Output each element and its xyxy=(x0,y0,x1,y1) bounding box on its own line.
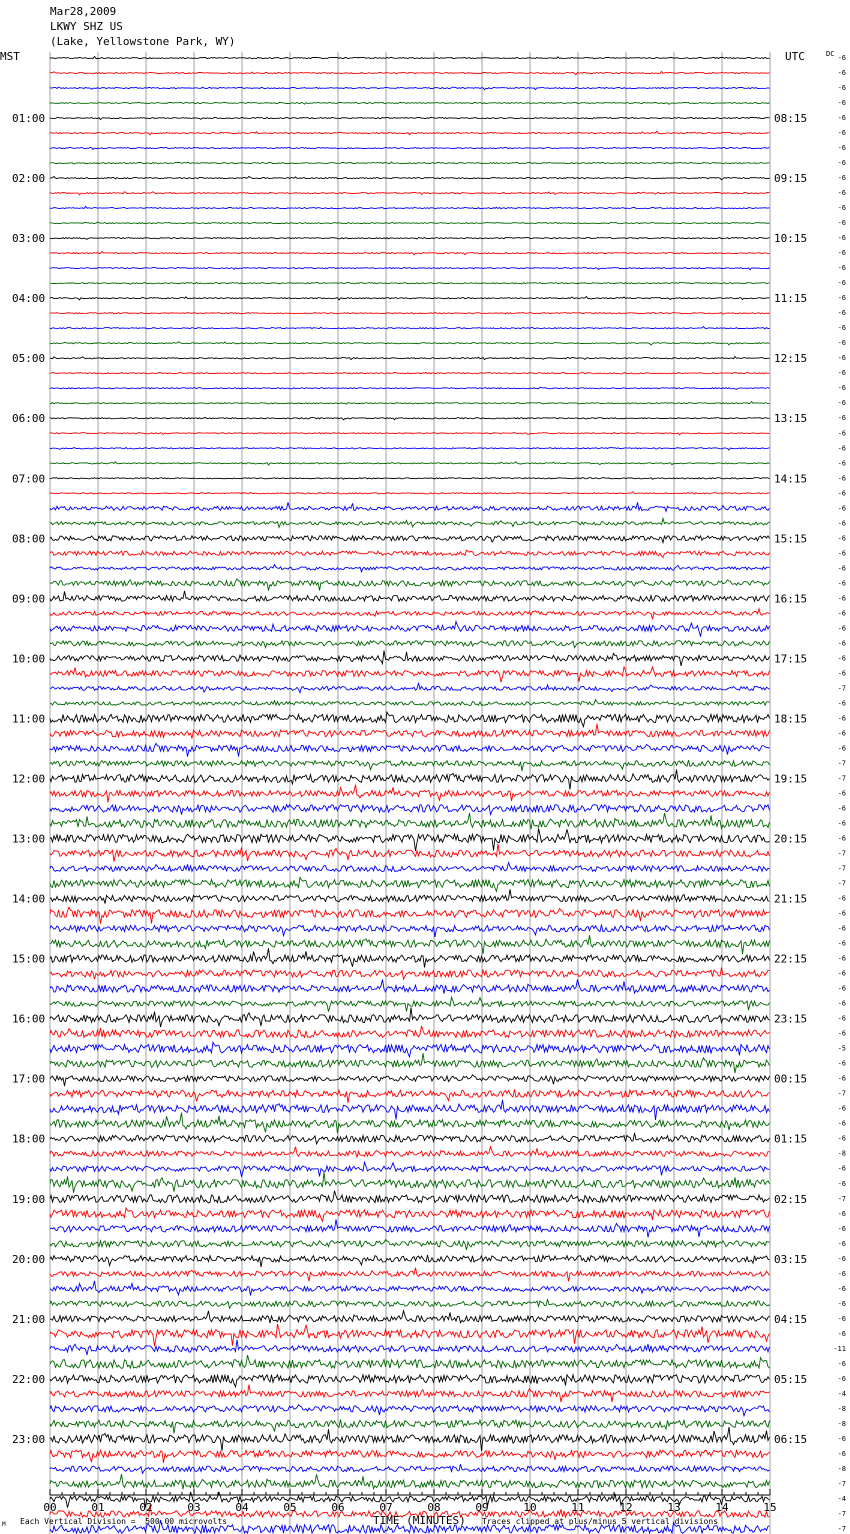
dc-offset-label: -6 xyxy=(837,609,846,618)
dc-offset-label: -8 xyxy=(837,1419,846,1428)
x-tick-label: 13 xyxy=(667,1501,681,1514)
trace-line xyxy=(50,267,770,269)
dc-offset-label: -6 xyxy=(837,339,846,348)
dc-offset-label: -6 xyxy=(837,804,846,813)
right-hour-label: 20:15 xyxy=(774,832,808,846)
dc-offset-label: -6 xyxy=(837,729,846,738)
right-hour-label: 08:15 xyxy=(774,112,808,126)
x-tick-label: 10 xyxy=(523,1501,537,1514)
dc-offset-label: -6 xyxy=(837,624,846,633)
dc-offset-label: -6 xyxy=(837,954,846,963)
x-tick-label: 11 xyxy=(571,1501,585,1514)
dc-offset-label: -6 xyxy=(837,564,846,573)
dc-offset-label: -6 xyxy=(837,459,846,468)
right-hour-label: 14:15 xyxy=(774,472,808,486)
x-tick-label: 09 xyxy=(475,1501,489,1514)
trace-line xyxy=(50,968,770,980)
right-hour-label: 22:15 xyxy=(774,952,808,966)
trace-line xyxy=(50,641,770,648)
x-tick-label: 14 xyxy=(715,1501,729,1514)
trace-line xyxy=(50,518,770,527)
trace-line xyxy=(50,1219,770,1237)
dc-offset-label: -6 xyxy=(837,114,846,123)
dc-offset-label: -7 xyxy=(837,1509,846,1518)
dc-offset-label: -6 xyxy=(837,939,846,948)
dc-offset-label: -6 xyxy=(837,1299,846,1308)
dc-offset-labels xyxy=(833,54,846,1534)
trace-line xyxy=(50,1162,770,1177)
trace-line xyxy=(50,327,770,329)
dc-offset-label: -6 xyxy=(837,1449,846,1458)
dc-offset-label: -6 xyxy=(837,429,846,438)
dc-offset-label: -6 xyxy=(837,1059,846,1068)
right-hour-label: 11:15 xyxy=(774,292,808,306)
dc-offset-label: -6 xyxy=(837,129,846,138)
dc-offset-label: -6 xyxy=(837,219,846,228)
right-hour-label: 10:15 xyxy=(774,232,808,246)
right-hour-label: 05:15 xyxy=(774,1372,808,1386)
trace-line xyxy=(50,935,770,954)
trace-line xyxy=(50,1311,770,1323)
dc-offset-label: -6 xyxy=(837,984,846,993)
trace-line xyxy=(50,743,770,756)
trace-line xyxy=(50,222,770,224)
dc-offset-label: -6 xyxy=(837,159,846,168)
left-hour-label: 17:00 xyxy=(12,1072,46,1086)
left-zone-label: MST xyxy=(0,50,20,63)
dc-offset-label: -6 xyxy=(837,834,846,843)
x-tick-label: 05 xyxy=(283,1501,297,1514)
dc-offset-label: -6 xyxy=(837,99,846,108)
left-hour-label: 21:00 xyxy=(12,1312,46,1326)
dc-offset-label: -6 xyxy=(837,549,846,558)
trace-line xyxy=(50,502,770,511)
right-hour-labels xyxy=(774,112,807,1446)
trace-line xyxy=(50,1133,770,1144)
dc-offset-label: -6 xyxy=(837,699,846,708)
left-hour-label: 23:00 xyxy=(12,1432,46,1446)
left-hour-label: 08:00 xyxy=(12,532,46,546)
dc-offset-label: -6 xyxy=(837,1284,846,1293)
left-hour-label: 04:00 xyxy=(12,292,46,306)
dc-offset-label: -6 xyxy=(837,1179,846,1188)
left-hour-label: 15:00 xyxy=(12,952,46,966)
trace-line xyxy=(50,1281,770,1296)
dc-label: DC xyxy=(826,50,835,58)
dc-offset-label: -6 xyxy=(837,519,846,528)
trace-line xyxy=(50,591,770,601)
trace-line xyxy=(50,402,770,405)
dc-offset-label: -6 xyxy=(837,264,846,273)
dc-offset-label: -8 xyxy=(837,1149,846,1158)
dc-offset-label: -7 xyxy=(837,1194,846,1203)
x-tick-label: 02 xyxy=(139,1501,153,1514)
dc-offset-label: -6 xyxy=(837,414,846,423)
dc-offset-label: -6 xyxy=(837,234,846,243)
left-hour-label: 01:00 xyxy=(12,112,46,126)
trace-line xyxy=(50,282,770,284)
trace-line xyxy=(50,238,770,240)
dc-offset-label: -6 xyxy=(837,309,846,318)
trace-line xyxy=(50,1355,770,1368)
dc-offset-label: -6 xyxy=(837,1269,846,1278)
trace-line xyxy=(50,1007,770,1027)
trace-line xyxy=(50,492,770,494)
dc-offset-label: -6 xyxy=(837,819,846,828)
x-tick-label: 01 xyxy=(91,1501,105,1514)
dc-offset-label: -6 xyxy=(837,354,846,363)
x-tick-label: 08 xyxy=(427,1501,441,1514)
trace-line xyxy=(50,1100,770,1120)
dc-offset-label: -6 xyxy=(837,369,846,378)
trace-line xyxy=(50,1464,770,1473)
trace-line xyxy=(50,536,770,543)
dc-offset-label: -7 xyxy=(837,684,846,693)
trace-rows xyxy=(50,57,770,1534)
dc-offset-label: -7 xyxy=(837,864,846,873)
dc-offset-label: -6 xyxy=(837,909,846,918)
right-zone-label: UTC xyxy=(785,50,805,63)
dc-offset-label: -6 xyxy=(837,579,846,588)
dc-offset-label: -6 xyxy=(837,1029,846,1038)
x-tick-label: 15 xyxy=(763,1501,777,1514)
left-hour-label: 09:00 xyxy=(12,592,46,606)
trace-line xyxy=(50,1324,770,1346)
left-hour-label: 16:00 xyxy=(12,1012,46,1026)
trace-line xyxy=(50,1340,770,1355)
trace-line xyxy=(50,1075,770,1086)
trace-line xyxy=(50,666,770,682)
x-tick-label: 07 xyxy=(379,1501,393,1514)
trace-line xyxy=(50,1427,770,1451)
dc-offset-label: -6 xyxy=(837,1329,846,1338)
right-hour-label: 17:15 xyxy=(774,652,808,666)
left-hour-label: 19:00 xyxy=(12,1192,46,1206)
trace-line xyxy=(50,372,770,374)
left-hour-label: 06:00 xyxy=(12,412,46,426)
x-axis-label: TIME (MINUTES) xyxy=(373,1514,466,1527)
header-date: Mar28,2009 xyxy=(50,5,117,18)
left-hour-label: 03:00 xyxy=(12,232,46,246)
dc-offset-label: -6 xyxy=(837,489,846,498)
right-hour-label: 01:15 xyxy=(774,1132,808,1146)
dc-offset-label: -6 xyxy=(837,639,846,648)
dc-offset-label: -6 xyxy=(837,1074,846,1083)
trace-line xyxy=(50,1042,770,1057)
dc-offset-label: -6 xyxy=(837,594,846,603)
trace-line xyxy=(50,948,770,967)
dc-offset-label: -6 xyxy=(837,279,846,288)
left-hour-label: 07:00 xyxy=(12,472,46,486)
trace-line xyxy=(50,162,770,164)
header-location: (Lake, Yellowstone Park, WY) xyxy=(50,35,236,48)
clip-note: Traces clipped at plus/minus 5 vertical divisions xyxy=(482,1517,719,1526)
dc-offset-label: -6 xyxy=(837,1374,846,1383)
left-hour-label: 20:00 xyxy=(12,1252,46,1266)
right-hour-label: 21:15 xyxy=(774,892,808,906)
right-hour-label: 06:15 xyxy=(774,1432,808,1446)
trace-line xyxy=(50,609,770,619)
trace-line xyxy=(50,1385,770,1403)
dc-offset-label: -6 xyxy=(837,1119,846,1128)
right-hour-label: 02:15 xyxy=(774,1192,808,1206)
x-tick-label: 04 xyxy=(235,1501,249,1514)
trace-line xyxy=(50,1191,770,1203)
trace-line xyxy=(50,1240,770,1250)
trace-line xyxy=(50,565,770,572)
trace-line xyxy=(50,770,770,790)
trace-line xyxy=(50,622,770,637)
left-hour-label: 11:00 xyxy=(12,712,46,726)
trace-line xyxy=(50,297,770,300)
trace-line xyxy=(50,1255,770,1267)
trace-line xyxy=(50,1474,770,1489)
dc-offset-label: -7 xyxy=(837,1524,846,1533)
trace-line xyxy=(50,805,770,815)
trace-line xyxy=(50,448,770,451)
x-tick-label: 03 xyxy=(187,1501,201,1514)
dc-offset-label: -6 xyxy=(837,204,846,213)
trace-line xyxy=(50,131,770,135)
trace-line xyxy=(50,813,770,829)
dc-offset-label: -6 xyxy=(837,714,846,723)
right-hour-label: 09:15 xyxy=(774,172,808,186)
dc-offset-label: -6 xyxy=(837,84,846,93)
left-hour-label: 13:00 xyxy=(12,832,46,846)
trace-line xyxy=(50,712,770,726)
trace-line xyxy=(50,192,770,195)
dc-offset-label: -6 xyxy=(837,189,846,198)
right-hour-label: 13:15 xyxy=(774,412,808,426)
trace-line xyxy=(50,87,770,90)
dc-offset-label: -6 xyxy=(837,654,846,663)
trace-line xyxy=(50,828,770,851)
dc-offset-label: -6 xyxy=(837,789,846,798)
trace-line xyxy=(50,177,770,180)
dc-offset-label: -6 xyxy=(837,399,846,408)
dc-offset-label: -7 xyxy=(837,1089,846,1098)
right-hour-label: 03:15 xyxy=(774,1252,808,1266)
dc-offset-label: -7 xyxy=(837,849,846,858)
right-hour-label: 19:15 xyxy=(774,772,808,786)
dc-offset-label: -6 xyxy=(837,69,846,78)
dc-offset-label: -6 xyxy=(837,894,846,903)
trace-line xyxy=(50,417,770,420)
trace-line xyxy=(50,1420,770,1434)
trace-line xyxy=(50,878,770,892)
dc-offset-label: -6 xyxy=(837,1209,846,1218)
right-hour-label: 18:15 xyxy=(774,712,808,726)
dc-offset-label: -6 xyxy=(837,999,846,1008)
trace-line xyxy=(50,889,770,903)
trace-line xyxy=(50,760,770,771)
trace-line xyxy=(50,700,770,706)
trace-line xyxy=(50,550,770,557)
trace-line xyxy=(50,650,770,666)
trace-line xyxy=(50,925,770,938)
trace-line xyxy=(50,785,770,803)
dc-offset-label: -6 xyxy=(837,1104,846,1113)
dc-offset-label: -6 xyxy=(837,504,846,513)
x-axis xyxy=(43,1489,776,1514)
trace-line xyxy=(50,148,770,150)
trace-line xyxy=(50,1375,770,1387)
dc-offset-label: -6 xyxy=(837,1014,846,1023)
x-tick-label: 12 xyxy=(619,1501,633,1514)
dc-offset-label: -7 xyxy=(837,759,846,768)
left-hour-label: 10:00 xyxy=(12,652,46,666)
trace-line xyxy=(50,1113,770,1134)
left-hour-label: 02:00 xyxy=(12,172,46,186)
dc-offset-label: -6 xyxy=(837,969,846,978)
trace-line xyxy=(50,1268,770,1282)
dc-offset-label: -6 xyxy=(837,444,846,453)
trace-line xyxy=(50,206,770,208)
dc-offset-label: -5 xyxy=(837,1044,846,1053)
trace-line xyxy=(50,433,770,435)
trace-line xyxy=(50,863,770,872)
dc-offset-label: -6 xyxy=(837,54,846,62)
left-hour-label: 12:00 xyxy=(12,772,46,786)
trace-line xyxy=(50,1299,770,1308)
dc-offset-label: -6 xyxy=(837,669,846,678)
trace-line xyxy=(50,387,770,389)
dc-offset-label: -6 xyxy=(837,534,846,543)
trace-line xyxy=(50,1026,770,1038)
trace-line xyxy=(50,1450,770,1463)
left-hour-label: 14:00 xyxy=(12,892,46,906)
dc-offset-label: -6 xyxy=(837,924,846,933)
left-hour-label: 22:00 xyxy=(12,1372,46,1386)
trace-line xyxy=(50,1089,770,1103)
left-hour-label: 18:00 xyxy=(12,1132,46,1146)
dc-offset-label: -6 xyxy=(837,249,846,258)
trace-line xyxy=(50,342,770,345)
dc-offset-label: -6 xyxy=(837,1254,846,1263)
trace-line xyxy=(50,357,770,360)
dc-offset-label: -6 xyxy=(837,1239,846,1248)
x-tick-label: 00 xyxy=(43,1501,57,1514)
dc-offset-label: -6 xyxy=(837,1164,846,1173)
scale-note: Each Vertical Division = 500.00 microvolts xyxy=(20,1517,228,1526)
trace-line xyxy=(50,478,770,480)
dc-offset-label: -6 xyxy=(837,384,846,393)
dc-offset-label: -6 xyxy=(837,1359,846,1368)
dc-offset-label: -6 xyxy=(837,1434,846,1443)
trace-line xyxy=(50,1147,770,1158)
dc-offset-label: -7 xyxy=(837,1479,846,1488)
trace-line xyxy=(50,313,770,315)
right-hour-label: 04:15 xyxy=(774,1312,808,1326)
trace-line xyxy=(50,844,770,862)
trace-line xyxy=(50,462,770,465)
dc-offset-label: -11 xyxy=(833,1344,846,1353)
dc-offset-label: -4 xyxy=(837,1389,846,1398)
corner-mark: M xyxy=(2,1521,6,1528)
trace-line xyxy=(50,1405,770,1416)
right-hour-label: 15:15 xyxy=(774,532,808,546)
trace-line xyxy=(50,117,770,119)
dc-offset-label: -6 xyxy=(837,1224,846,1233)
right-hour-label: 12:15 xyxy=(774,352,808,366)
dc-offset-label: -8 xyxy=(837,1404,846,1413)
right-hour-label: 00:15 xyxy=(774,1072,808,1086)
dc-offset-label: -6 xyxy=(837,1314,846,1323)
dc-offset-label: -7 xyxy=(837,774,846,783)
right-hour-label: 16:15 xyxy=(774,592,808,606)
trace-line xyxy=(50,683,770,693)
dc-offset-label: -6 xyxy=(837,1134,846,1143)
dc-offset-label: -8 xyxy=(837,1464,846,1473)
dc-offset-label: -6 xyxy=(837,324,846,333)
trace-line xyxy=(50,980,770,994)
trace-line xyxy=(50,57,770,59)
header-station: LKWY SHZ US xyxy=(50,20,123,33)
dc-offset-label: -6 xyxy=(837,294,846,303)
trace-line xyxy=(50,72,770,75)
trace-line xyxy=(50,1208,770,1221)
dc-offset-label: -6 xyxy=(837,174,846,183)
dc-offset-label: -6 xyxy=(837,144,846,153)
dc-offset-label: -4 xyxy=(837,1494,846,1503)
trace-line xyxy=(50,907,770,924)
dc-offset-label: -6 xyxy=(837,474,846,483)
right-hour-label: 23:15 xyxy=(774,1012,808,1026)
trace-line xyxy=(50,997,770,1011)
x-tick-label: 06 xyxy=(331,1501,345,1514)
trace-line xyxy=(50,251,770,254)
dc-offset-label: -7 xyxy=(837,879,846,888)
trace-line xyxy=(50,579,770,591)
dc-offset-label: -6 xyxy=(837,744,846,753)
trace-line xyxy=(50,102,770,104)
trace-line xyxy=(50,724,770,739)
left-hour-labels xyxy=(12,112,45,1446)
left-hour-label: 05:00 xyxy=(12,352,46,366)
